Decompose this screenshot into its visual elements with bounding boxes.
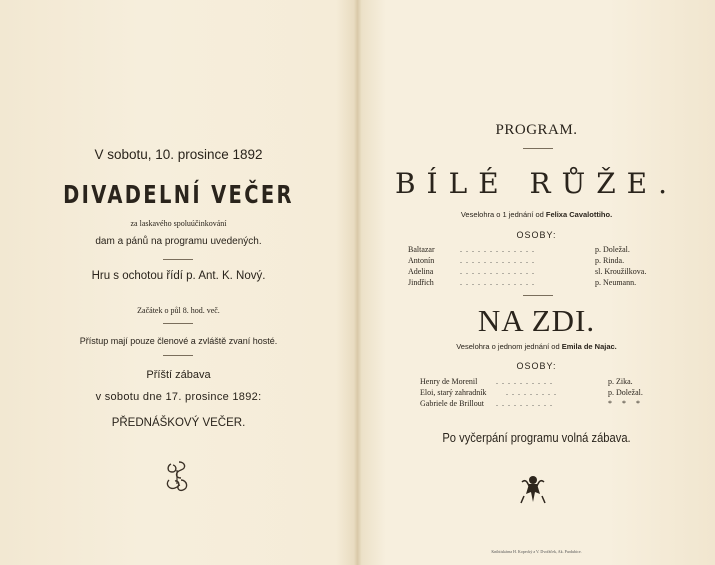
start-time: Začátek o půl 8. hod. več.	[137, 306, 220, 315]
cast-role: Gabriele de Brillout	[420, 399, 484, 408]
play1-title: BÍLÉ RŮŽE.	[394, 167, 679, 200]
cast-actor: sl. Kroužilkova.	[595, 267, 647, 276]
divider	[163, 323, 193, 324]
guests-line: dam a pánů na programu uvedených.	[95, 236, 262, 247]
cast-actor: p. Rinda.	[595, 256, 625, 265]
cast-actor: p. Doležal.	[608, 388, 643, 397]
cast-actor: p. Zika.	[608, 377, 633, 386]
list-item: Jindřich ............. p. Neumann.	[408, 278, 637, 287]
cast-actor: * * *	[608, 399, 644, 408]
cast-role: Antonín	[408, 256, 435, 265]
closing-line: Po vyčerpání programu volná zábava.	[442, 430, 631, 445]
divider	[523, 295, 553, 296]
cast-actor: p. Neumann.	[595, 278, 637, 287]
play2-cast-list	[420, 377, 680, 411]
program-heading: PROGRAM.	[495, 122, 578, 138]
divider	[163, 355, 193, 356]
courtesy-line: za laskavého spoluúčinkování	[130, 219, 227, 228]
list-item: Eloi, starý zahradník ......... p. Doležal.	[420, 388, 643, 397]
list-item: Adelina ............. sl. Kroužilkova.	[408, 267, 647, 276]
play2-subtitle	[358, 342, 715, 351]
play2-subtitle-text: Veselohra o jednom jednání od	[456, 342, 560, 351]
cast-role: Jindřich	[408, 278, 434, 287]
play2-author: Emila de Najac.	[561, 342, 617, 351]
monogram-ornament-icon	[163, 458, 193, 494]
cast-role: Baltazar	[408, 245, 435, 254]
director-line: Hru s ochotou řídí p. Ant. K. Nový.	[91, 270, 266, 282]
event-date: V sobotu, 10. prosince 1892	[94, 147, 263, 162]
cast-role: Henry de Morenil	[420, 377, 478, 386]
play1-subtitle	[358, 210, 715, 219]
next-event-name: PŘEDNÁŠKOVÝ VEČER.	[111, 417, 246, 429]
access-line: Přístup mají pouze členové a zvláště zvaní hosté.	[79, 336, 278, 346]
list-item: Baltazar ............. p. Doležal.	[408, 245, 630, 254]
right-page	[358, 0, 715, 565]
play1-cast-list	[408, 245, 673, 289]
list-item: Antonín ............. p. Rinda.	[408, 256, 625, 265]
cast-role: Adelina	[408, 267, 434, 276]
list-item: Henry de Morenil .......... p. Zika.	[420, 377, 633, 386]
left-page	[0, 0, 357, 565]
next-event-heading: Příští zábava	[146, 369, 211, 381]
play2-title: NA ZDI.	[477, 303, 596, 338]
cast-actor: p. Doležal.	[595, 245, 630, 254]
next-event-date: v sobotu dne 17. prosince 1892:	[95, 391, 262, 403]
divider	[163, 259, 193, 260]
printer-imprint: Knihtiskárna H. Kopecký a V. Dvořáček, Ak. Pardubice.	[491, 549, 582, 554]
play1-author: Felixa Cavalottiho.	[545, 210, 613, 219]
event-title: DIVADELNÍ VEČER	[63, 180, 294, 209]
play2-cast-heading: OSOBY:	[516, 361, 557, 371]
play1-cast-heading: OSOBY:	[516, 230, 557, 240]
divider	[523, 148, 553, 149]
cast-role: Eloi, starý zahradník	[420, 388, 487, 397]
cherub-ornament-icon	[518, 472, 548, 506]
play1-subtitle-text: Veselohra o 1 jednání od	[460, 210, 544, 219]
list-item: Gabriele de Brillout .......... * * *	[420, 399, 644, 408]
